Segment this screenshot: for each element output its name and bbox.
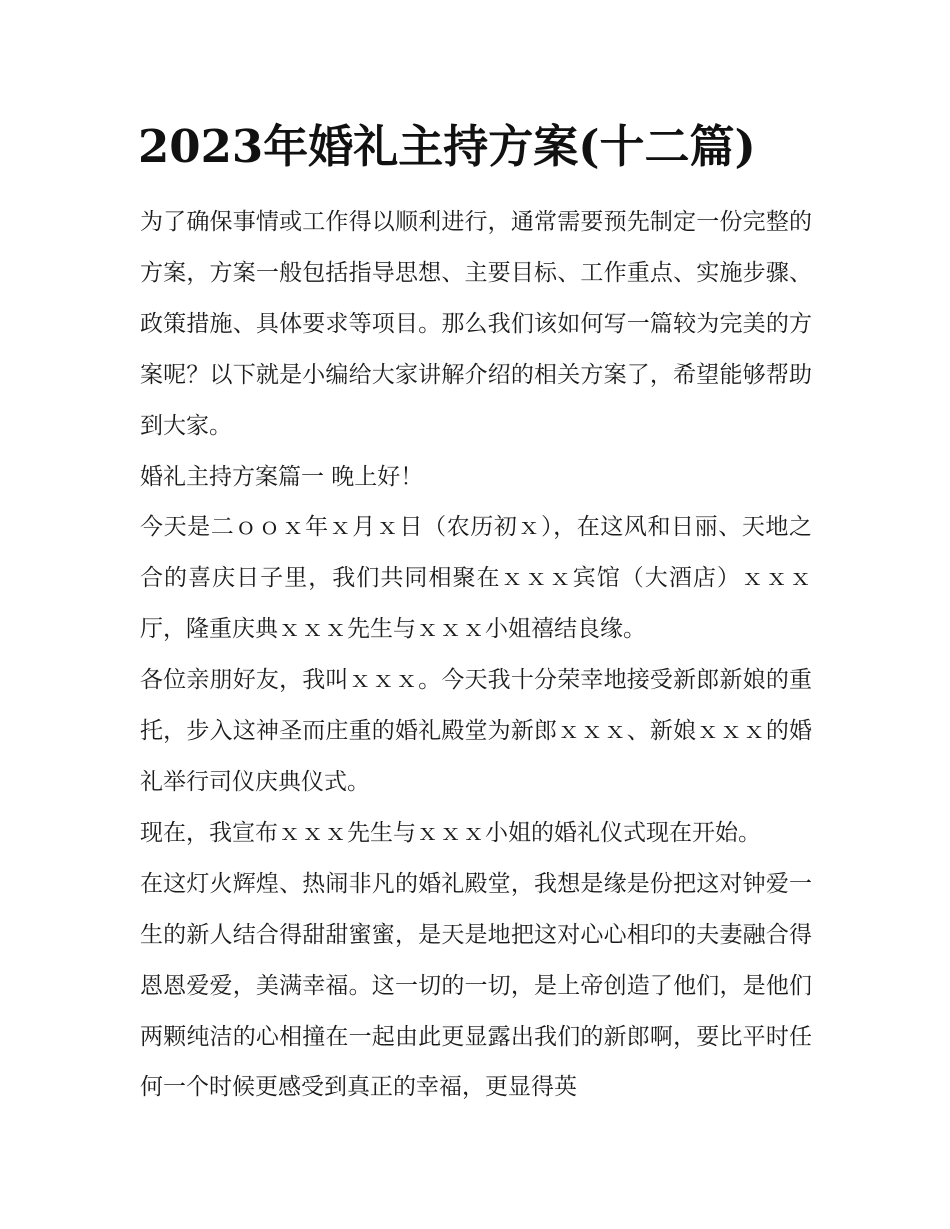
paragraph-announcement: 现在，我宣布ｘｘｘ先生与ｘｘｘ小姐的婚礼仪式现在开始。 xyxy=(140,819,761,846)
paragraph-section-heading: 婚礼主持方案篇一 晚上好！ xyxy=(140,463,424,490)
paragraph-blessing: 在这灯火辉煌、热闹非凡的婚礼殿堂，我想是缘是份把这对钟爱一生的新人结合得甜甜蜜蜜，是天是地把这对心心相印的夫妻融合得恩恩爱爱，美满幸福。这一切的一切，是上帝创造了他们，是他们两颗纯洁的心相撞在一起由此更显露出我们的新郎啊，要比平时任何一个时候更感受到真正的幸福，更显得英 xyxy=(140,870,812,1101)
paragraph-opening: 今天是二ｏｏｘ年ｘ月ｘ日（农历初ｘ），在这风和日丽、天地之合的喜庆日子里，我们共同相聚在ｘｘｘ宾馆（大酒店）ｘｘｘ厅，隆重庆典ｘｘｘ先生与ｘｘｘ小姐禧结良缘。 xyxy=(140,514,812,643)
document-body xyxy=(140,197,812,1113)
document-title: 2023年婚礼主持方案(十二篇) xyxy=(138,120,756,173)
paragraph-intro: 为了确保事情或工作得以顺利进行，通常需要预先制定一份完整的方案，方案一般包括指导思想、主要目标、工作重点、实施步骤、政策措施、具体要求等项目。那么我们该如何写一篇较为完美的方案呢？以下就是小编给大家讲解介绍的相关方案了，希望能够帮助到大家。 xyxy=(140,209,812,439)
paragraph-host-intro: 各位亲朋好友，我叫ｘｘｘ。今天我十分荣幸地接受新郎新娘的重托，步入这神圣而庄重的婚礼殿堂为新郎ｘｘｘ、新娘ｘｘｘ的婚礼举行司仪庆典仪式。 xyxy=(140,667,812,795)
